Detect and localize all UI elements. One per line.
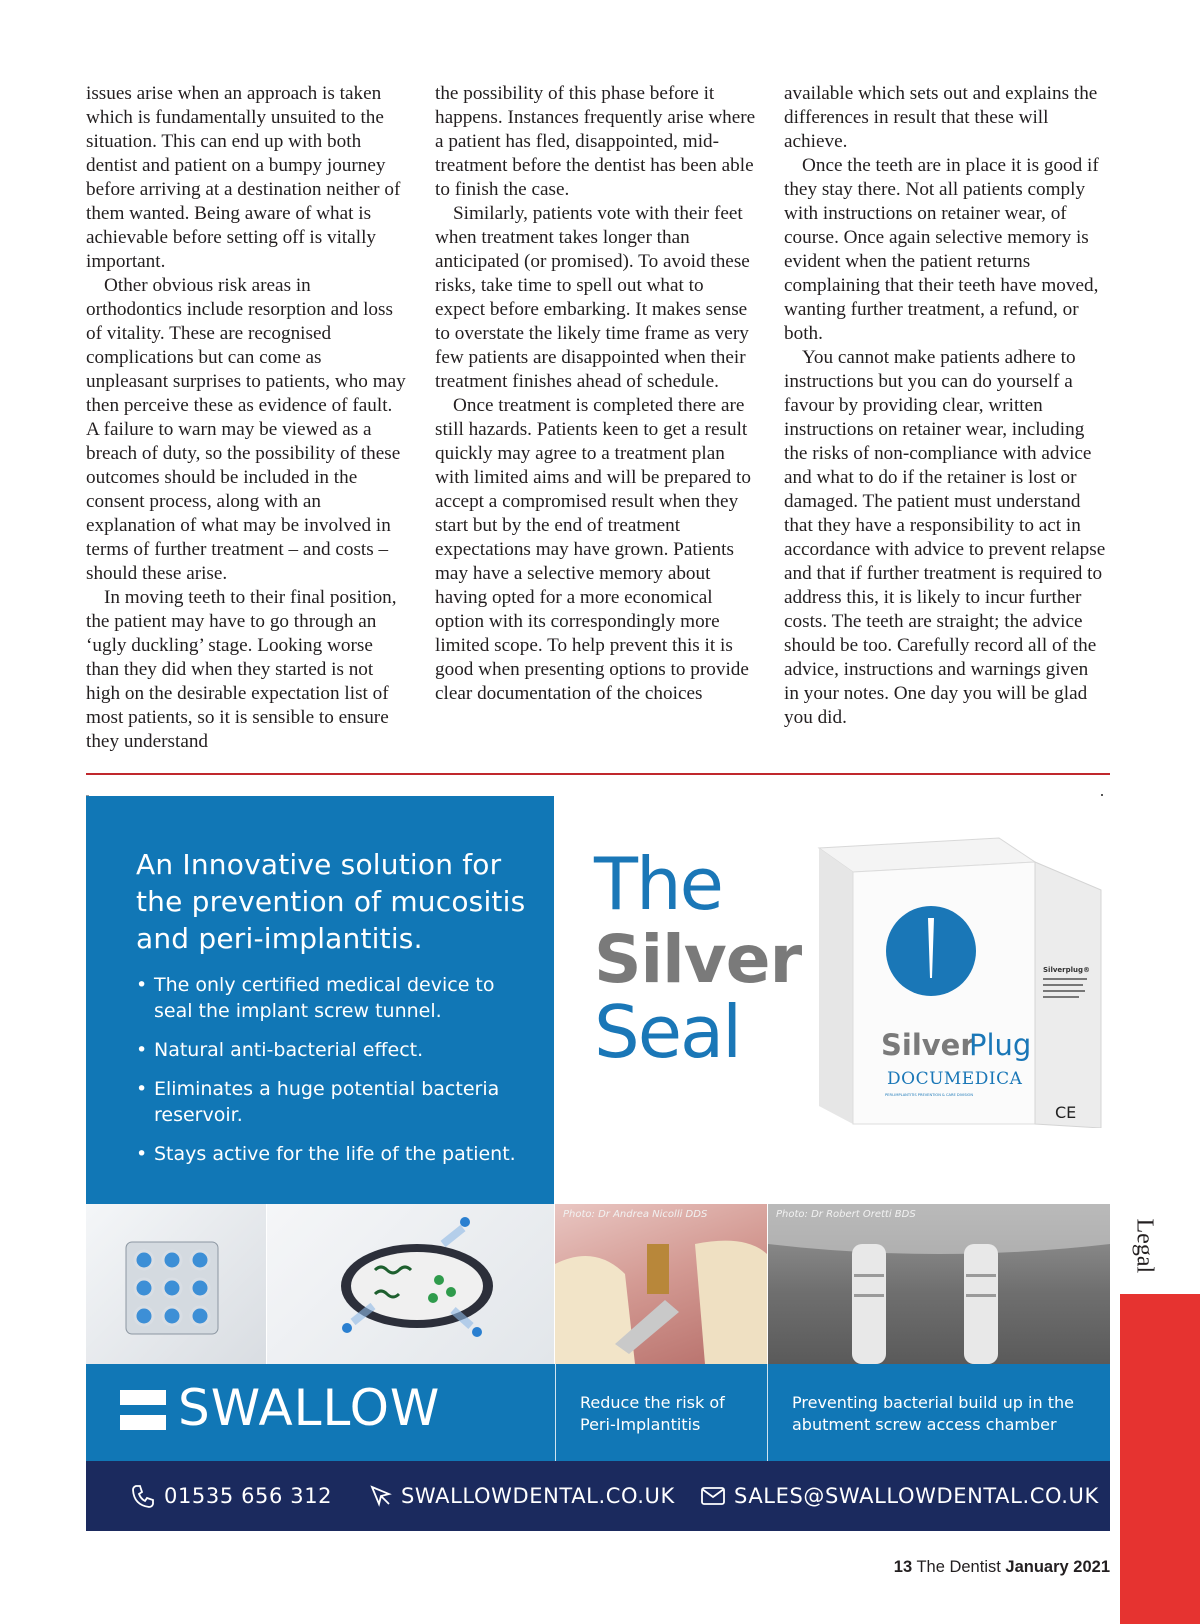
silver-lattice-icon: [86, 1204, 266, 1364]
article-paragraph: Once the teeth are in place it is good if they stay there. Not all patients comply with instructions on retainer wear, of course. Once again selective memory is evident when the patient returns complaining that their teeth have moved, wanting further treatment, a refund, or both.: [784, 155, 1099, 344]
advert-bullet: • Stays active for the life of the patient.: [136, 1141, 536, 1167]
article-paragraph: the possibility of this phase before it happens. Instances frequently arise where a patient has fled, disappointed, mid-treatment before the dentist has been able to finish the case.: [435, 83, 756, 200]
product-brand: DOCUMEDICA: [887, 1069, 1023, 1089]
seal-title-the: The: [594, 842, 722, 926]
contact-phone[interactable]: [130, 1481, 332, 1511]
contact-website[interactable]: [369, 1481, 675, 1511]
article-paragraph: available which sets out and explains the differences in result that these will achieve.: [784, 83, 1098, 152]
issue-date: January 2021: [1005, 1558, 1110, 1576]
magazine-name: The Dentist: [916, 1558, 1001, 1576]
strip-divider: [767, 1364, 768, 1461]
implant-cross-section-icon: [267, 1204, 554, 1364]
advert-brand-strip: [86, 1364, 1110, 1461]
advert-contact-bar: [86, 1461, 1110, 1531]
photo-credit: Photo: Dr Robert Oretti BDS: [776, 1209, 916, 1220]
website-link: SWALLOWDENTAL.CO.UK: [401, 1484, 675, 1508]
article-paragraph: Other obvious risk areas in orthodontics include resorption and loss of vitality. These are recognised complications but can come as unpleasant surprises to patients, who may then perceive these as evidence of fault. A failure to warn may be viewed as a breach of duty, so the possibility of these outcomes should be included in the consent process, along with an explanation of what may be involved in terms of further treatment – and costs – should these arise.: [86, 275, 406, 584]
section-divider: [86, 773, 1110, 775]
product-brand-sub: PERI-IMPLANTITIS PREVENTION & CARE DIVISION: [885, 1093, 974, 1097]
advert-heading: An Innovative solution for the prevention of mucositis and peri-implantitis.: [136, 848, 526, 955]
section-tab-red: [1120, 1294, 1200, 1624]
advert-bullet: • Natural anti-bacterial effect.: [136, 1037, 536, 1063]
logo-bar: [120, 1390, 166, 1405]
article-column-3: [784, 82, 1106, 730]
page-number: 13: [893, 1558, 913, 1576]
xray-photo: [768, 1204, 1110, 1364]
silverplug-product-box: [809, 828, 1103, 1128]
cursor-icon: [369, 1484, 393, 1508]
advert-bullet: • The only certified medical device to seal the implant screw tunnel.: [136, 972, 536, 1024]
product-side-title: Silverplug®: [1043, 966, 1091, 974]
advert-photo-row: [86, 1204, 1110, 1364]
article-paragraph: Similarly, patients vote with their feet when treatment takes longer than anticipated (or promised). To avoid these risks, take time to spell out what to expect before embarking. It makes sense to overstate the likely time frame as very few patients are disappointed when their treatment finishes ahead of schedule.: [435, 203, 750, 392]
logo-bar: [120, 1415, 166, 1430]
swallow-advert[interactable]: [86, 796, 1110, 1531]
article-paragraph: You cannot make patients adhere to instructions but you can do yourself a favour by providing clear, written instructions on retainer wear, including the risks of non-compliance with advice and what to do if the retainer is lost or damaged. The patient must understand that they have a responsibility to act in accordance with advice to prevent relapse and that if further treatment is required to address this, it is likely to incur further costs. The teeth are straight; the advice should be too. Carefully record all of the advice, instructions and warnings given in your notes. One day you will be glad you did.: [784, 347, 1106, 728]
envelope-icon: [700, 1485, 726, 1507]
seal-title-seal: Seal: [594, 990, 741, 1074]
caption-peri-implantitis: Reduce the risk of Peri-Implantitis: [580, 1393, 725, 1434]
lattice-illustration: [86, 1204, 266, 1364]
advert-product-panel: [554, 796, 1110, 1204]
strip-divider: [555, 1364, 556, 1461]
product-name-light: Plug: [969, 1028, 1032, 1062]
phone-number: 01535 656 312: [164, 1484, 333, 1508]
caption-bacterial-build-up: Preventing bacterial build up in the abutment screw access chamber: [792, 1393, 1074, 1434]
article-paragraph: In moving teeth to their final position, the patient may have to go through an ‘ugly duckling’ stage. Looking worse than they did when they started is not high on the desirable expectation list of most patients, so it is sensible to ensure they understand: [86, 587, 397, 752]
company-name: SWALLOW: [178, 1379, 441, 1437]
email-address: SALES@SWALLOWDENTAL.CO.UK: [734, 1484, 1099, 1508]
advert-bullet: • Eliminates a huge potential bacteria reservoir.: [136, 1076, 536, 1128]
clinical-photo-1: [555, 1204, 767, 1364]
article-paragraph: issues arise when an approach is taken which is fundamentally unsuited to the situation. This can end up with both dentist and patient on a bumpy journey before arriving at a destination neither of them wanted. Being aware of what is achievable before setting off is vitally important.: [86, 83, 401, 272]
photo-credit: Photo: Dr Andrea Nicolli DDS: [563, 1209, 708, 1220]
section-tab-text: Legal: [1131, 1218, 1158, 1274]
advert-feature-panel: [86, 796, 554, 1204]
article-paragraph: Once treatment is completed there are still hazards. Patients keen to get a result quickly may agree to a treatment plan with limited aims and will be prepared to accept a compromised result when they start but by the end of treatment expectations may have grown. Patients may have a selective memory about having opted for a more economical option with its correspondingly more limited scope. To help prevent this it is good when presenting options to provide clear documentation of the choices: [435, 395, 751, 704]
section-tab-label: [1131, 1218, 1158, 1282]
advert-bullet-list: [136, 972, 536, 1180]
product-name-bold: Silver: [881, 1028, 975, 1062]
ce-mark: CE: [1055, 1103, 1077, 1122]
article-column-1: [86, 82, 408, 754]
article-column-2: [435, 82, 757, 706]
page-footer: [800, 1558, 1110, 1577]
phone-icon: [130, 1483, 156, 1509]
implant-seal-diagram: [267, 1204, 554, 1364]
seal-title-silver: Silver: [594, 921, 802, 998]
contact-email[interactable]: [700, 1481, 1099, 1511]
